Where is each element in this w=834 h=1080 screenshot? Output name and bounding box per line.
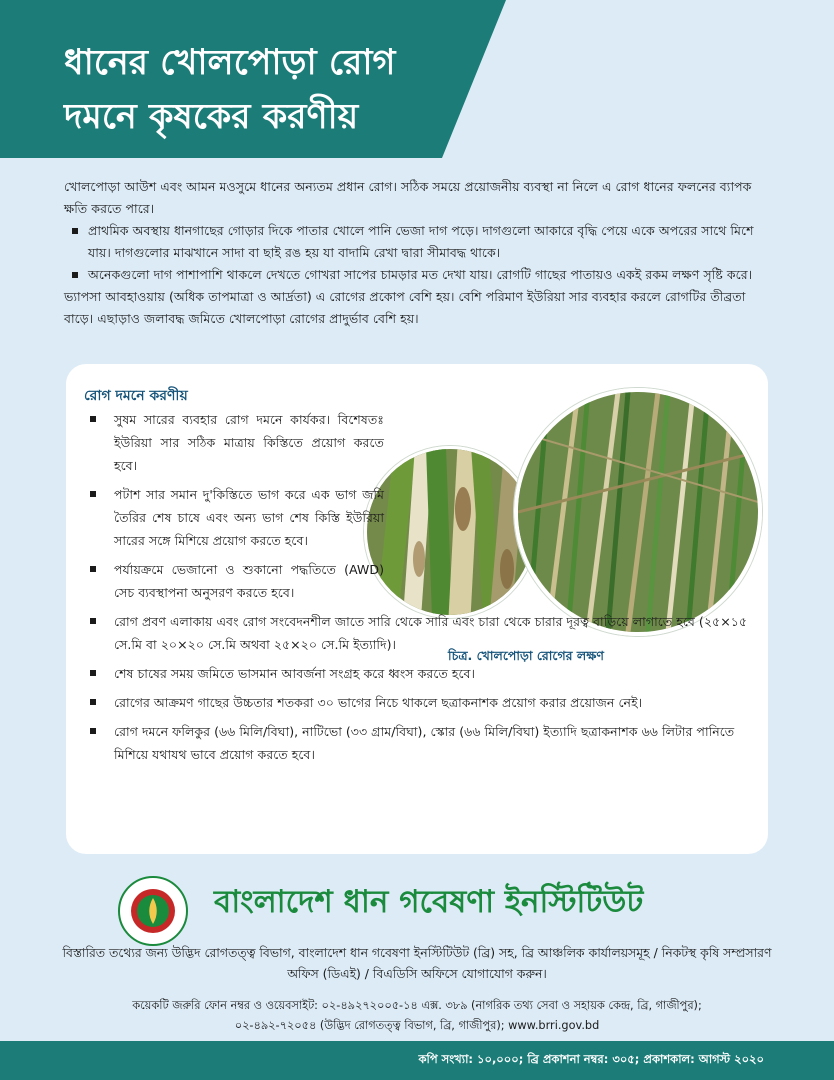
header-banner — [0, 0, 834, 158]
control-item-2: পটাশ সার সমান দু'কিস্তিতে ভাগ করে এক ভাগ জমি তৈরির শেষ চাষে এবং অন্য ভাগ শেষ কিস্তি ইউরিয়া সারের সঙ্গে মিশিয়ে প্রয়োগ করতে হবে। — [84, 483, 384, 552]
control-card — [66, 364, 768, 854]
intro-paragraph-2: ভ্যাপসা আবহাওয়ায় (অধিক তাপমাত্রা ও আর্দ্রতা) এ রোগের প্রকোপ বেশি হয়। বেশি পরিমাণ ইউরিয়া সার ব্যবহার করলে রোগটির তীব্রতা বাড়ে। এছাড়াও জলাবদ্ধ জমিতে খোলপোড়া রোগের প্রাদুর্ভাব বেশি হয়। — [64, 289, 746, 326]
contact-info: বিস্তারিত তথ্যের জন্য উদ্ভিদ রোগতত্ত্ব বিভাগ, বাংলাদেশ ধান গবেষণা ইনস্টিটিউট (ব্রি) সহ, ব্রি আঞ্চলিক কার্যালয়সমূহ / নিকটস্থ কৃষি সম্প্রসারণ অফিস (ডিএই) / বিএডিসি অফিসে যোগাযোগ করুন। — [62, 945, 772, 981]
symptom-item-2: অনেকগুলো দাগ পাশাপাশি থাকলে দেখতে গোখরা সাপের চামড়ার মত দেখা যায়। রোগটি গাছের পাতায়ও একই রকম লক্ষণ সৃষ্টি করে। — [68, 264, 774, 286]
control-heading: রোগ দমনে করণীয় — [84, 388, 188, 404]
intro-section — [64, 176, 774, 330]
control-item-6: রোগের আক্রমণ গাছের উচ্চতার শতকরা ৩০ ভাগের নিচে থাকলে ছত্রাকনাশক প্রয়োগ করার প্রয়োজন নেই। — [84, 691, 764, 714]
photo-caption: চিত্র. খোলপোড়া রোগের লক্ষণ — [448, 648, 604, 663]
title-line-2: দমনে কৃষকের করণীয় — [64, 97, 359, 137]
phone-line-1: কয়েকটি জরুরি ফোন নম্বর ও ওয়েবসাইট: ০২-৪৯২৭২০০৫-১৪ এক্স. ৩৮৯ (নাগরিক তথ্য সেবা ও সহায়ক কেন্দ্র, ব্রি, গাজীপুর); — [132, 999, 702, 1012]
control-item-1: সুষম সারের ব্যবহার রোগ দমনে কার্যকর। বিশেষতঃ ইউরিয়া সার সঠিক মাত্রায় কিস্তিতে প্রয়োগ করতে হবে। — [84, 408, 384, 477]
org-name: বাংলাদেশ ধান গবেষণা ইনস্টিটিউট — [214, 884, 644, 920]
footer-bar — [0, 1041, 834, 1080]
phone-info — [46, 996, 788, 1036]
control-list — [84, 408, 764, 772]
control-item-7: রোগ দমনে ফলিকুর (৬৬ মিলি/বিঘা), নাটিভো (৩৩ গ্রাম/বিঘা), স্কোর (৬৬ মিলি/বিঘা) ইত্যাদি ছত্রাকনাশক ৬৬ লিটার পানিতে মিশিয়ে যথাযথ ভাবে প্রয়োগ করতে হবে। — [84, 720, 764, 766]
title-line-1: ধানের খোলপোড়া রোগ — [64, 43, 396, 83]
symptom-item-1: প্রাথমিক অবস্থায় ধানগাছের গোড়ার দিকে পাতার খোলে পানি ভেজা দাগ পড়ে। দাগগুলো আকারে বৃদ্ধি পেয়ে একে অপরের সাথে মিশে যায়। দাগগুলোর মাঝখানে সাদা বা ছাই রঙ হয় যা বাদামি রেখা দ্বারা সীমাবদ্ধ থাকে। — [68, 220, 774, 264]
phone-line-2: ০২-৪৯২-৭২০৫৪ (উদ্ভিদ রোগতত্ত্ব বিভাগ, ব্রি, গাজীপুর); www.brri.gov.bd — [234, 1019, 600, 1032]
intro-paragraph-1: খোলপোড়া আউশ এবং আমন মওসুমে ধানের অন্যতম প্রধান রোগ। সঠিক সময়ে প্রয়োজনীয় ব্যবস্থা না নিলে এ রোগ ধানের ফলনের ব্যাপক ক্ষতি করতে পারে। — [64, 179, 752, 216]
symptom-list — [64, 220, 774, 286]
control-item-4: রোগ প্রবণ এলাকায় এবং রোগ সংবেদনশীল জাতে সারি থেকে সারি এবং চারা থেকে চারার দূরত্ব বাড়িয়ে লাগাতে হবে (২৫×১৫ সে.মি বা ২০×২০ সে.মি অথবা ২৫×২০ সে.মি ইত্যাদি)। — [84, 610, 764, 656]
control-item-5: শেষ চাষের সময় জমিতে ভাসমান আবর্জনা সংগ্রহ করে ধ্বংস করতে হবে। — [84, 662, 764, 685]
publication-info: কপি সংখ্যা: ১০,০০০; ব্রি প্রকাশনা নম্বর: ৩০৫; প্রকাশকাল: আগস্ট ২০২০ — [418, 1052, 764, 1066]
page-title — [64, 36, 484, 144]
control-item-3: পর্যায়ক্রমে ভেজানো ও শুকানো পদ্ধতিতে (AWD) সেচ ব্যবস্থাপনা অনুসরণ করতে হবে। — [84, 558, 384, 604]
brri-logo-icon — [118, 876, 188, 946]
